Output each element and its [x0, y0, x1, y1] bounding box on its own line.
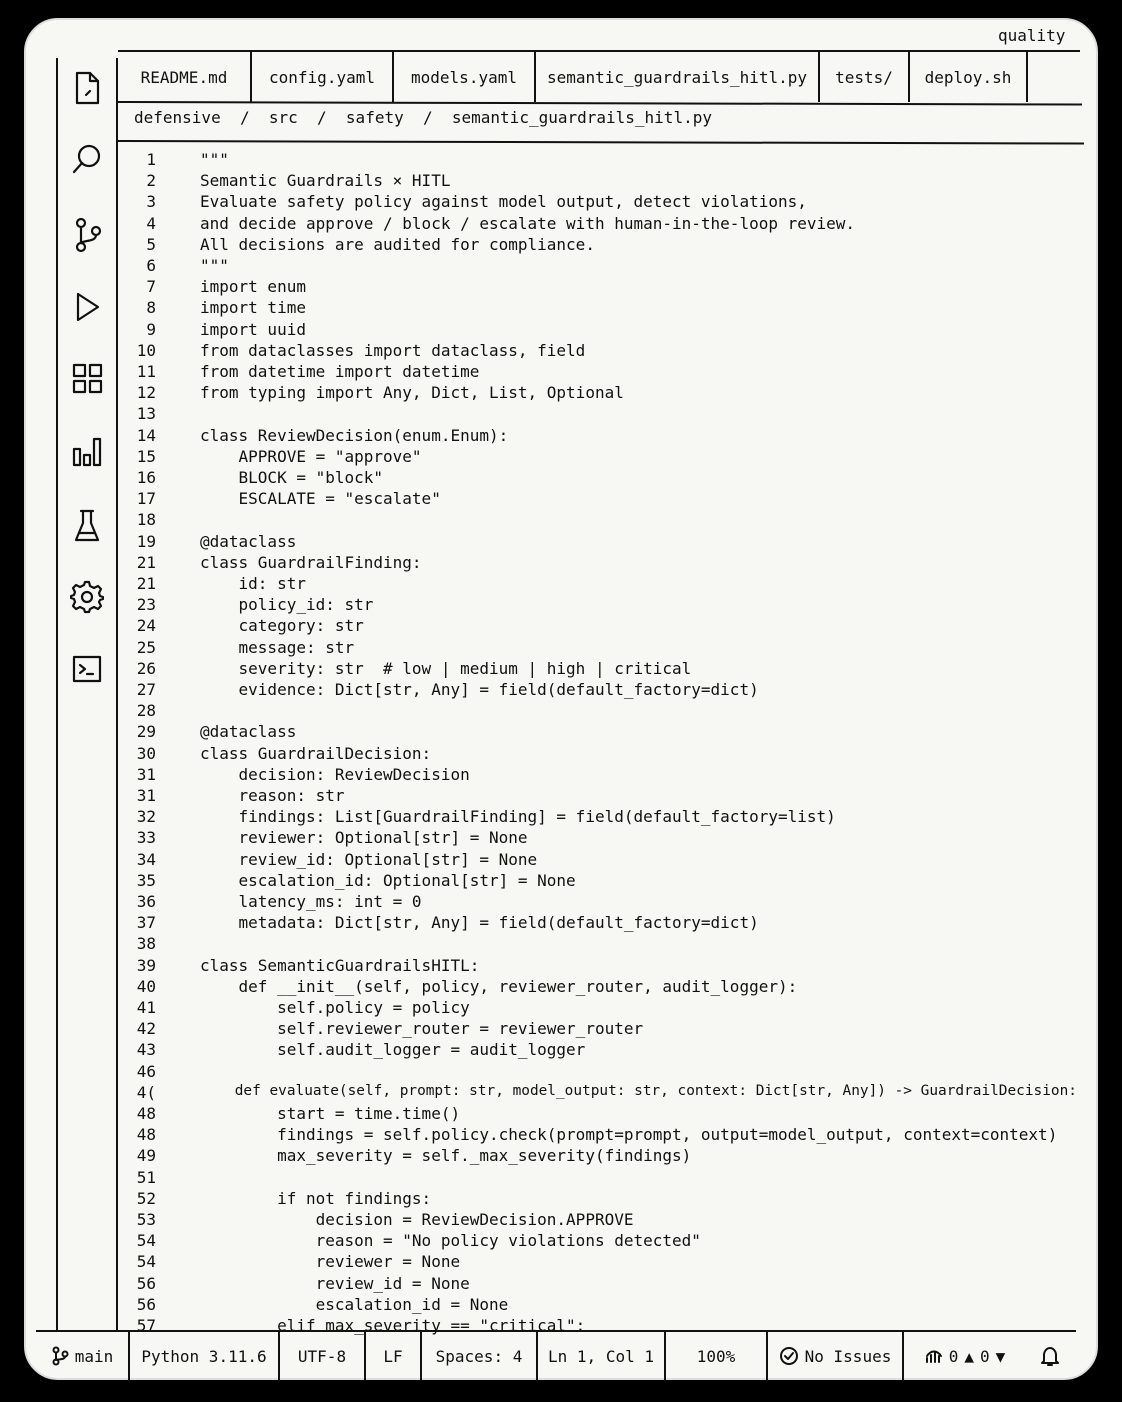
language-status[interactable] [130, 1332, 280, 1380]
search-icon[interactable] [58, 142, 116, 176]
code-line[interactable] [118, 977, 1078, 997]
code-line[interactable] [118, 447, 1078, 467]
tab-label: semantic_guardrails_hitl.py [546, 67, 808, 87]
line-number: 1 [146, 150, 156, 169]
code-line[interactable] [118, 956, 1078, 976]
line-number: 51 [136, 1167, 156, 1187]
cursor-position-status[interactable] [538, 1332, 666, 1380]
code-line[interactable] [118, 1125, 1078, 1145]
extensions-icon[interactable] [58, 362, 116, 396]
sync-up-count: 0 [948, 1346, 959, 1366]
line-number: 21 [136, 574, 156, 593]
line-number: 34 [136, 849, 156, 869]
code-text: self.policy = policy [200, 998, 470, 1017]
code-text: Semantic Guardrails × HITL [200, 171, 451, 191]
line-number: 56 [136, 1273, 156, 1293]
code-text: message: str [200, 637, 355, 657]
line-number: 37 [136, 913, 156, 933]
line-number: 32 [136, 807, 156, 827]
file-icon[interactable] [58, 70, 116, 106]
code-line[interactable] [118, 1210, 1078, 1230]
code-line[interactable] [118, 298, 1078, 318]
code-line[interactable] [118, 1062, 1078, 1082]
code-text: class GuardrailDecision: [200, 743, 432, 763]
code-text: reason = "No policy violations detected" [200, 1231, 701, 1251]
code-text: metadata: Dict[str, Any] = field(default_factory=dict) [200, 913, 759, 933]
flask-icon[interactable] [58, 508, 116, 544]
line-number: 16 [136, 468, 156, 487]
line-number: 43 [136, 1040, 156, 1060]
line-number: 23 [136, 595, 156, 615]
code-line[interactable] [118, 1104, 1078, 1124]
code-text: import enum [200, 277, 306, 297]
code-text: escalation_id: Optional[str] = None [200, 870, 576, 890]
line-number: 2 [146, 171, 156, 191]
line-number: 52 [136, 1188, 156, 1208]
line-number: 48 [136, 1104, 156, 1123]
zoom-label: 100% [696, 1346, 736, 1366]
code-line[interactable] [118, 574, 1078, 594]
line-number: 53 [136, 1210, 156, 1229]
line-number: 11 [136, 362, 156, 381]
line-number: 49 [136, 1146, 156, 1166]
code-text: reason: str [200, 786, 345, 805]
sync-down-count: 0 [980, 1346, 990, 1366]
corner-label: quality [998, 26, 1066, 45]
line-number: 24 [136, 616, 156, 636]
code-line[interactable] [118, 722, 1078, 742]
code-text: ESCALATE = "escalate" [200, 489, 441, 509]
code-line[interactable] [118, 1252, 1078, 1272]
code-text: elif max_severity == "critical": [200, 1316, 586, 1335]
code-text: review_id = None [200, 1273, 470, 1293]
broadcast-icon [925, 1348, 943, 1364]
line-number: 26 [136, 658, 156, 678]
code-text: max_severity = self._max_severity(findings) [200, 1146, 692, 1166]
code-line[interactable] [118, 426, 1078, 446]
encoding-status[interactable] [280, 1332, 366, 1380]
code-line[interactable] [118, 404, 1078, 424]
branch-status[interactable] [36, 1332, 130, 1380]
line-number: 27 [136, 680, 156, 699]
chart-icon[interactable] [58, 436, 116, 468]
code-line[interactable] [118, 1274, 1078, 1294]
code-text: Evaluate safety policy against model output, detect violations, [200, 192, 807, 212]
tab-config[interactable] [252, 52, 394, 102]
code-line[interactable] [118, 1295, 1078, 1315]
check-circle-icon [779, 1346, 799, 1366]
line-number: 56 [136, 1294, 156, 1314]
source-control-icon[interactable] [58, 216, 116, 254]
code-line[interactable] [118, 341, 1078, 361]
code-text: All decisions are audited for compliance. [200, 234, 595, 254]
code-line[interactable] [118, 934, 1078, 954]
code-text: id: str [200, 574, 306, 593]
code-line[interactable] [118, 1083, 1078, 1103]
tab-label: config.yaml [269, 67, 375, 87]
code-text: from datetime import datetime [200, 362, 480, 381]
code-line[interactable] [118, 765, 1078, 785]
line-number: 54 [136, 1231, 156, 1251]
status-bar [36, 1330, 1076, 1382]
indent-status[interactable] [422, 1332, 538, 1380]
line-number: 8 [146, 298, 156, 318]
code-line[interactable] [118, 638, 1078, 658]
branch-name: main [74, 1346, 114, 1366]
code-line[interactable] [118, 1168, 1078, 1188]
cursor-position-label: Ln 1, Col 1 [548, 1346, 654, 1366]
line-number: 41 [136, 998, 156, 1017]
code-line[interactable] [118, 320, 1078, 340]
arrow-down-icon: ▼ [995, 1346, 1006, 1366]
line-number: 57 [136, 1316, 156, 1335]
code-text: and decide approve / block / escalate with human-in-the-loop review. [200, 213, 856, 233]
code-line[interactable] [118, 1189, 1078, 1209]
line-number: 7 [146, 277, 156, 297]
language-label: Python 3.11.6 [141, 1346, 267, 1366]
tab-deploy[interactable] [910, 52, 1028, 102]
code-text: severity: str # low | medium | high | critical [200, 658, 692, 678]
code-line[interactable] [118, 235, 1078, 255]
branch-icon [51, 1346, 69, 1366]
code-text: import uuid [200, 319, 306, 339]
code-line[interactable] [118, 277, 1078, 297]
code-text: self.reviewer_router = reviewer_router [200, 1019, 644, 1039]
tab-models[interactable] [394, 52, 536, 102]
code-line[interactable] [118, 510, 1078, 530]
tab-label: README.md [140, 67, 228, 87]
code-text: findings: List[GuardrailFinding] = field(default_factory=list) [200, 807, 836, 827]
code-text: start = time.time() [200, 1104, 461, 1123]
eol-status[interactable] [366, 1332, 422, 1380]
line-number: 48 [136, 1125, 156, 1145]
code-text: review_id: Optional[str] = None [200, 849, 538, 869]
line-number: 35 [136, 870, 156, 890]
code-line[interactable] [118, 616, 1078, 636]
activity-bar [56, 58, 118, 1330]
tab-label: deploy.sh [924, 67, 1012, 87]
arrow-up-icon: ▲ [964, 1346, 974, 1366]
code-line[interactable] [118, 468, 1078, 488]
code-line[interactable] [118, 913, 1078, 933]
tab-bar [118, 50, 1080, 104]
line-number: 10 [136, 340, 156, 360]
line-number: 25 [136, 637, 156, 657]
code-text: findings = self.policy.check(prompt=prompt, output=model_output, context=context) [200, 1125, 1058, 1145]
terminal-icon[interactable] [58, 654, 116, 684]
code-text: escalation_id = None [200, 1294, 509, 1314]
code-text: class SemanticGuardrailsHITL: [200, 955, 480, 975]
line-number: 6 [146, 256, 156, 275]
code-line[interactable] [118, 1019, 1078, 1039]
code-line[interactable] [118, 171, 1078, 191]
eol-label: LF [383, 1346, 403, 1366]
line-number: 46 [136, 1061, 156, 1081]
code-line[interactable] [118, 595, 1078, 615]
code-editor[interactable] [118, 148, 1080, 1335]
code-line[interactable] [118, 744, 1078, 764]
line-number: 28 [136, 701, 156, 721]
gear-icon[interactable] [58, 580, 116, 614]
code-text: APPROVE = "approve" [200, 446, 422, 466]
zoom-status[interactable] [666, 1332, 768, 1380]
code-text: policy_id: str [200, 595, 374, 615]
sync-status[interactable] [904, 1332, 1026, 1380]
code-line[interactable] [118, 680, 1078, 700]
code-line[interactable] [118, 701, 1078, 721]
tab-semantic-guardrails[interactable] [536, 52, 820, 102]
line-number: 4 [146, 213, 156, 233]
code-line[interactable] [118, 850, 1078, 870]
code-line[interactable] [118, 362, 1078, 382]
code-text: reviewer = None [200, 1252, 461, 1272]
bell-icon [1040, 1345, 1060, 1367]
line-number: 54 [136, 1252, 156, 1272]
code-line[interactable] [118, 1231, 1078, 1251]
code-line[interactable] [118, 214, 1078, 234]
code-line[interactable] [118, 150, 1078, 170]
line-number: 5 [146, 234, 156, 254]
run-icon[interactable] [58, 290, 116, 324]
encoding-label: UTF-8 [297, 1346, 347, 1366]
line-number: 36 [136, 892, 156, 911]
code-line[interactable] [118, 828, 1078, 848]
code-line[interactable] [118, 489, 1078, 509]
code-text: def __init__(self, policy, reviewer_router, audit_logger): [200, 976, 798, 996]
line-number: 18 [136, 510, 156, 530]
line-number: 12 [136, 383, 156, 403]
line-number: 31 [136, 764, 156, 784]
code-text: from typing import Any, Dict, List, Optional [200, 383, 624, 403]
code-text: decision = ReviewDecision.APPROVE [200, 1210, 634, 1229]
code-line[interactable] [118, 1040, 1078, 1060]
line-number: 29 [136, 722, 156, 742]
breadcrumb[interactable]: defensive / src / safety / semantic_guardrails_hitl.py [134, 108, 712, 127]
issues-label: No Issues [804, 1346, 892, 1366]
code-line[interactable] [118, 786, 1078, 806]
line-number: 33 [136, 828, 156, 848]
line-number: 42 [136, 1019, 156, 1039]
tab-tests[interactable] [820, 52, 910, 102]
code-line[interactable] [118, 871, 1078, 891]
line-number: 30 [136, 743, 156, 763]
line-number: 3 [146, 192, 156, 212]
code-text: def evaluate(self, prompt: str, model_output: str, context: Dict[str, Any]) -> GuardrailDecision: [200, 1082, 1077, 1099]
tab-label: models.yaml [411, 67, 517, 87]
code-text: BLOCK = "block" [200, 468, 384, 487]
line-number: 40 [136, 976, 156, 996]
code-line[interactable] [118, 998, 1078, 1018]
code-line[interactable] [118, 659, 1078, 679]
code-line[interactable] [118, 532, 1078, 552]
code-text: class GuardrailFinding: [200, 552, 422, 572]
code-line[interactable] [118, 807, 1078, 827]
code-text: """ [200, 150, 229, 169]
code-line[interactable] [118, 553, 1078, 573]
tab-readme[interactable] [118, 52, 252, 102]
code-line[interactable] [118, 1146, 1078, 1166]
code-line[interactable] [118, 383, 1078, 403]
line-number: 14 [136, 425, 156, 445]
code-text: reviewer: Optional[str] = None [200, 828, 528, 848]
line-number: 17 [136, 489, 156, 509]
line-number: 38 [136, 934, 156, 954]
code-line[interactable] [118, 192, 1078, 212]
code-text: @dataclass [200, 531, 297, 551]
code-line[interactable] [118, 256, 1078, 276]
line-number: 31 [136, 786, 156, 805]
code-text: latency_ms: int = 0 [200, 892, 422, 911]
code-text: import time [200, 298, 306, 318]
code-text: @dataclass [200, 722, 297, 742]
indent-label: Spaces: 4 [435, 1346, 523, 1366]
code-text: class ReviewDecision(enum.Enum): [200, 425, 509, 445]
code-text: """ [200, 256, 229, 275]
code-text: from dataclasses import dataclass, field [200, 340, 586, 360]
code-text: category: str [200, 616, 364, 636]
line-number: 21 [136, 552, 156, 572]
issues-status[interactable] [768, 1332, 904, 1380]
line-number: 9 [146, 319, 156, 339]
line-number: 15 [136, 446, 156, 466]
notifications-button[interactable] [1026, 1332, 1074, 1380]
line-number: 19 [136, 531, 156, 551]
tab-label: tests/ [835, 67, 893, 87]
code-line[interactable] [118, 892, 1078, 912]
line-number: 13 [136, 404, 156, 424]
code-text: decision: ReviewDecision [200, 764, 470, 784]
line-number: 4( [136, 1082, 156, 1102]
code-text: evidence: Dict[str, Any] = field(default_factory=dict) [200, 680, 759, 699]
code-text: if not findings: [200, 1188, 432, 1208]
code-text: self.audit_logger = audit_logger [200, 1040, 586, 1060]
line-number: 39 [136, 955, 156, 975]
